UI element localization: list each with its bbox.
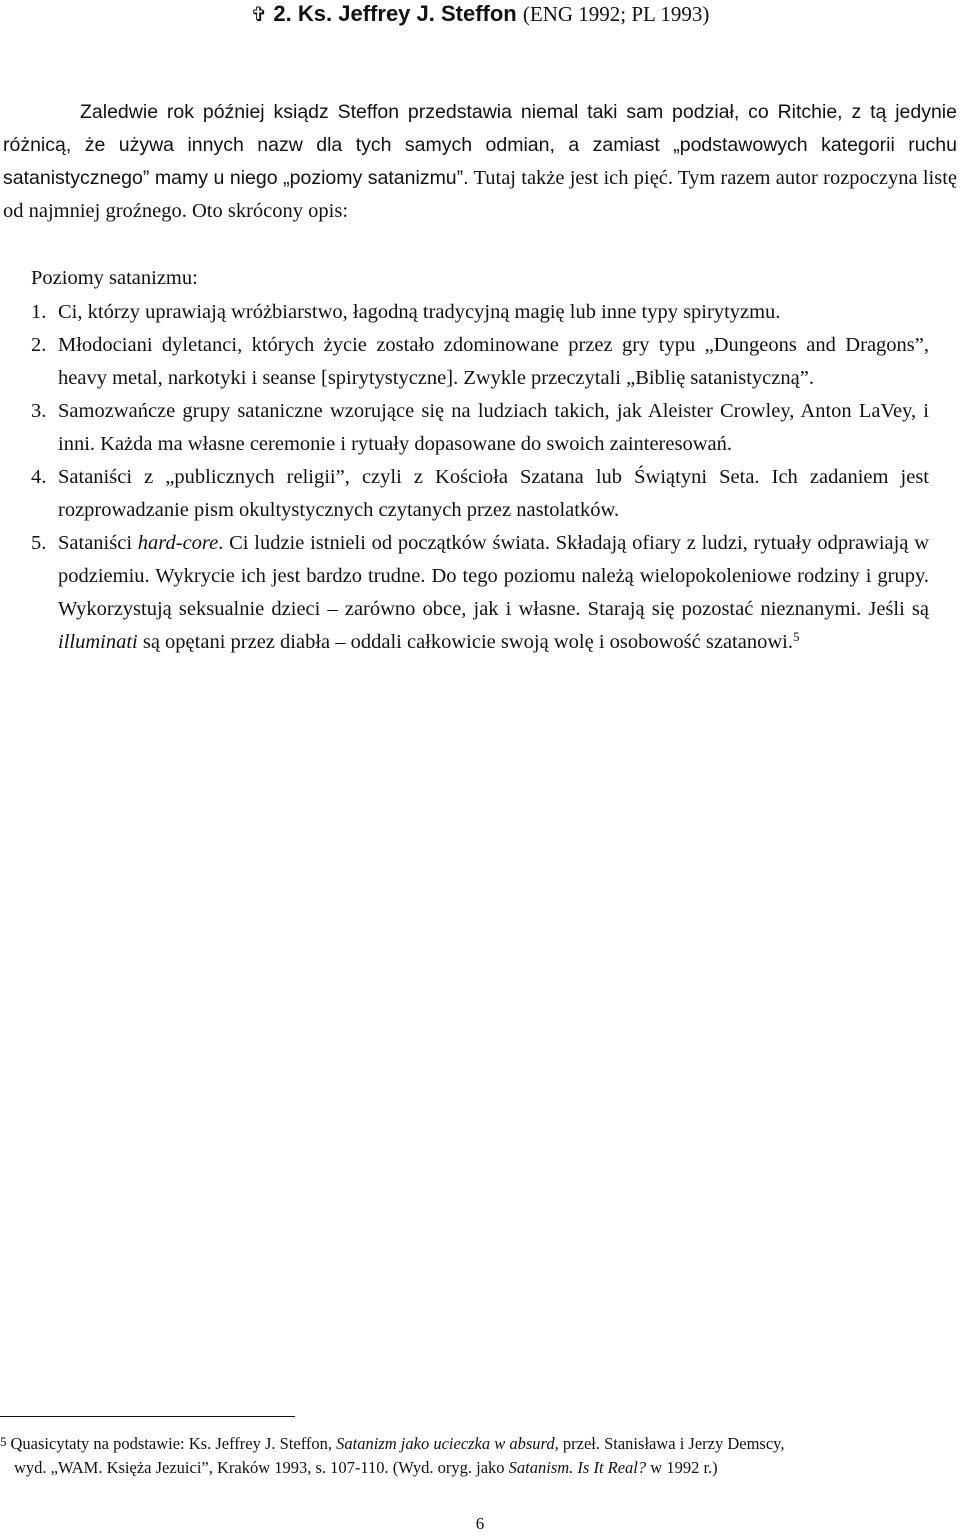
footnote-number: 5 (0, 1434, 7, 1449)
cross-icon: ✞ (250, 4, 268, 26)
footnote-line-2 (0, 1456, 945, 1480)
heading-number: 2. (273, 1, 292, 26)
item5-text-a: Sataniści (58, 532, 138, 554)
list-item (31, 296, 929, 329)
footnote-text-c: , przeł. Stanisława i Jerzy Demscy, (554, 1434, 785, 1453)
footnote-book-title: Satanizm jako ucieczka w absurd (336, 1434, 555, 1453)
list-item-text: Ci, którzy uprawiają wróżbiarstwo, łagodną tradycyjną magię lub inne typy spirytyzmu. (58, 301, 781, 323)
footnote-line-1 (0, 1430, 945, 1456)
list-item-number: 4. (31, 466, 47, 488)
list-item (31, 461, 929, 527)
list-item (31, 395, 929, 461)
item5-text-e: są opętani przez diabła – oddali całkowicie swoją wolę i osobowość szatanowi. (137, 631, 793, 653)
list-item-number: 5. (31, 532, 47, 554)
list-item (31, 527, 929, 659)
list-item-number: 3. (31, 400, 47, 422)
list-item-text: Młodociani dyletanci, których życie zostało zdominowane przez gry typu „Dungeons and Dragons”, heavy metal, narkotyki i seanse [spirytystyczne]. Zwykle przeczytali „Biblię satanistyczną”. (58, 334, 929, 389)
intro-text-part2: Tutaj także jest ich pięć. Tym razem autor rozpoczyna listę od najmniej groźnego. Oto skrócony opis: (3, 167, 958, 222)
heading-author-name: Ks. Jeffrey J. Steffon (297, 1, 517, 26)
footnote-text-f: w 1992 r.) (646, 1458, 718, 1477)
item5-illuminati-term: illuminati (58, 631, 138, 653)
list-item-number: 1. (31, 301, 47, 323)
footnote-text-d: wyd. „WAM. Księża Jezuici”, Kraków 1993, s. 107-110. (Wyd. oryg. jako (14, 1458, 509, 1477)
intro-paragraph (3, 96, 957, 228)
section-heading (0, 0, 960, 29)
list-item-text: Samozwańcze grupy sataniczne wzorujące się na ludziach takich, jak Aleister Crowley, Anton LaVey, i inni. Każda ma własne ceremonie i rytuały dopasowane do swoich zainteresowań. (58, 400, 929, 455)
list-item-text (58, 527, 929, 659)
list-item (31, 329, 929, 395)
footnote (0, 1430, 945, 1480)
item5-text-c: . Ci ludzie istnieli od początków świata. Składają ofiary z ludzi, rytuały odprawiają w podziemiu. Wykrycie ich jest bardzo trudne. Do tego poziomu należą wielopokoleniowe rodziny i grupy. Wykorzystują seksualnie dzieci – zarówno obce, jak i własne. Starają się pozostać nieznanymi. Jeśli są (58, 532, 930, 620)
levels-list (31, 296, 929, 659)
heading-dates: (ENG 1992; PL 1993) (522, 2, 710, 26)
footnote-original-title: Satanism. Is It Real? (508, 1458, 647, 1477)
footnote-divider (0, 1416, 295, 1417)
footnote-reference: 5 (792, 629, 800, 644)
list-title: Poziomy satanizmu: (31, 267, 198, 289)
footnote-text-a: Quasicytaty na podstawie: Ks. Jeffrey J. Steffon, (10, 1434, 337, 1453)
intro-text-part1: Zaledwie rok później ksiądz Steffon przedstawia niemal taki sam podział, co Ritchie, z tą jedynie różnicą, że używa innych nazw dla tych samych odmian, a zamiast „podstawowych kategorii ruchu satanistycznego” mamy u niego „poziomy satanizmu”. (3, 101, 957, 189)
page-number: 6 (475, 1514, 485, 1533)
list-item-text: Sataniści z „publicznych religii”, czyli z Kościoła Szatana lub Świątyni Seta. Ich zadaniem jest rozprowadzanie pism okultystycznych czytanych przez nastolatków. (58, 466, 929, 521)
item5-hardcore-term: hard-core (137, 532, 219, 554)
list-item-number: 2. (31, 334, 47, 356)
